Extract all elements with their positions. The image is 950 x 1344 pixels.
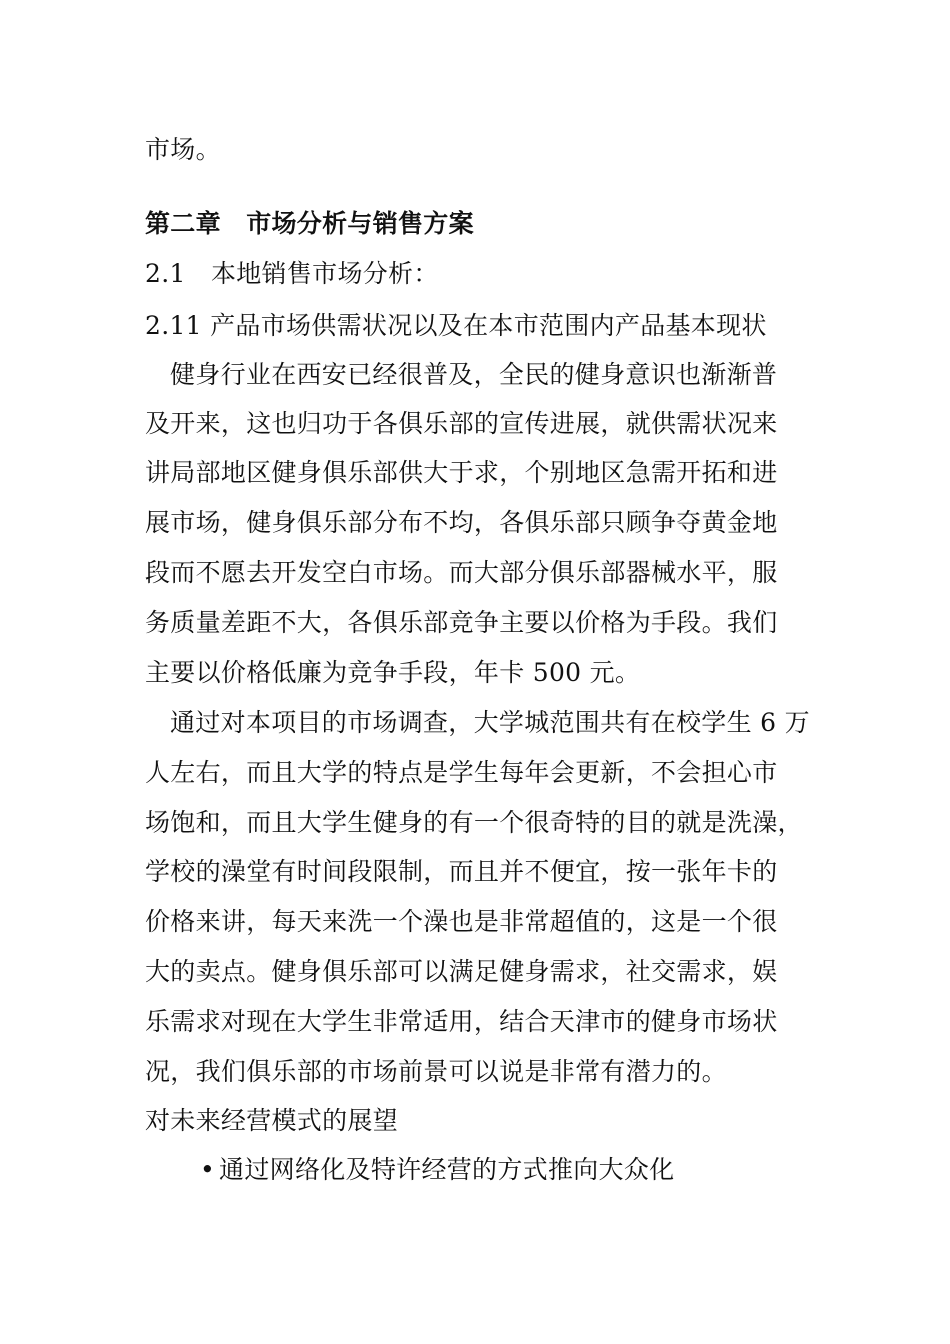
paragraph-line: 学校的澡堂有时间段限制，而且并不便宜，按一张年卡的 <box>145 857 778 886</box>
paragraph-line: 价格来讲，每天来洗一个澡也是非常超值的，这是一个很 <box>145 907 778 936</box>
paragraph-line: 乐需求对现在大学生非常适用，结合天津市的健身市场状 <box>145 1007 778 1036</box>
outlook-heading: 对未来经营模式的展望 <box>145 1106 399 1135</box>
bullet-list-item <box>200 1155 674 1185</box>
chapter-heading: 第二章 市场分析与销售方案 <box>145 209 474 238</box>
paragraph-continuation: 市场。 <box>145 135 221 164</box>
paragraph-line: 场饱和，而且大学生健身的有一个很奇特的目的就是洗澡， <box>145 808 803 837</box>
bullet-text: 通过网络化及特许经营的方式推向大众化 <box>219 1155 675 1184</box>
paragraph-line: 主要以价格低廉为竞争手段，年卡 500 元。 <box>145 658 641 687</box>
paragraph-line: 及开来，这也归功于各俱乐部的宣传进展，就供需状况来 <box>145 409 778 438</box>
paragraph-line: 健身行业在西安已经很普及，全民的健身意识也渐渐普 <box>170 360 778 389</box>
subsection-heading: 2.11 产品市场供需状况以及在本市范围内产品基本现状 <box>145 311 767 340</box>
paragraph-line: 人左右，而且大学的特点是学生每年会更新，不会担心市 <box>145 758 778 787</box>
section-heading: 2.1 本地销售市场分析： <box>145 259 439 288</box>
paragraph-line: 展市场，健身俱乐部分布不均，各俱乐部只顾争夺黄金地 <box>145 508 778 537</box>
paragraph-line: 大的卖点。健身俱乐部可以满足健身需求，社交需求，娱 <box>145 957 778 986</box>
paragraph-line: 况，我们俱乐部的市场前景可以说是非常有潜力的。 <box>145 1057 727 1086</box>
paragraph-line: 段而不愿去开发空白市场。而大部分俱乐部器械水平，服 <box>145 558 778 587</box>
bullet-icon: • <box>200 1155 216 1184</box>
paragraph-line: 通过对本项目的市场调查，大学城范围共有在校学生 6 万 <box>170 708 810 737</box>
paragraph-line: 务质量差距不大，各俱乐部竞争主要以价格为手段。我们 <box>145 608 778 637</box>
paragraph-line: 讲局部地区健身俱乐部供大于求，个别地区急需开拓和进 <box>145 458 778 487</box>
